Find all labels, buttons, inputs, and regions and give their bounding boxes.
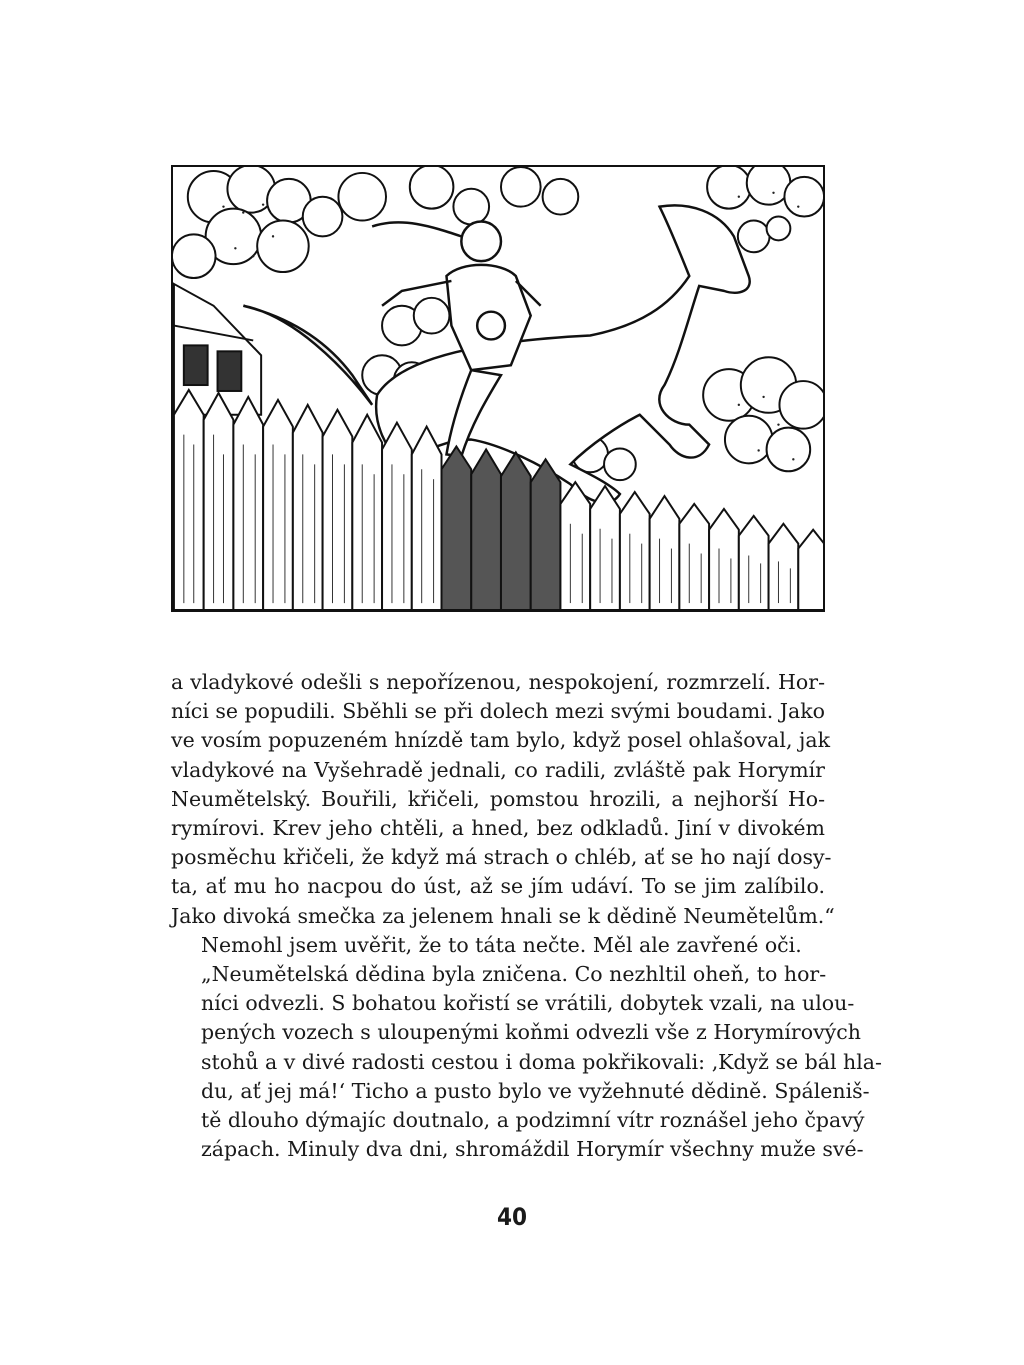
text-line: rymírovi. Krev jeho chtěli, a hned, bez odkladů. Jiní v divokém: [171, 816, 825, 841]
paragraph-1: [171, 668, 835, 931]
paragraph-3: [171, 960, 882, 1164]
text-line: „Neumětelská dědina byla zničena. Co nezhltil oheň, to hor-: [201, 962, 827, 987]
text-line: Jako divoká smečka za jelenem hnali se k dědině Neumětelům.“: [171, 903, 835, 928]
text-line: ve vosím popuzeném hnízdě tam bylo, když posel ohlašoval, jak: [171, 728, 830, 753]
text-line: níci se popudili. Sběhli se při dolech mezi svými boudami. Jako: [171, 699, 825, 724]
text-line: du, ať jej má!‘ Ticho a pusto bylo ve vyžehnuté dědině. Spáleniš-: [201, 1078, 870, 1103]
illustration-rider-on-horse: [171, 165, 825, 612]
text-line: vladykové na Vyšehradě jednali, co radili, zvláště pak Horymír: [171, 757, 825, 782]
text-line: posměchu křičeli, že když má strach o chléb, ať se ho nají dosy-: [171, 845, 832, 870]
page-number: 40: [496, 1203, 528, 1231]
text-line: Neumětelský. Bouřili, křičeli, pomstou hrozili, a nejhorší Ho-: [171, 786, 825, 811]
text-line: pených vozech s uloupenými koňmi odvezli vše z Horymírových: [201, 1020, 861, 1045]
text-line: zápach. Minuly dva dni, shromáždil Horymír všechny muže své-: [201, 1137, 864, 1162]
text-line: Nemohl jsem uvěřit, že to táta nečte. Měl ale zavřené oči.: [201, 932, 802, 957]
text-line: a vladykové odešli s nepořízenou, nespokojení, rozmrzelí. Hor-: [171, 670, 825, 694]
text-line: ta, ať mu ho nacpou do úst, až se jím udáví. To se jim zalíbilo.: [171, 874, 825, 899]
text-line: tě dlouho dýmajíc doutnalo, a podzimní vítr roznášel jeho čpavý: [201, 1108, 865, 1133]
text-line: stohů a v divé radosti cestou i doma pokřikovali: ‚Když se bál hla-: [201, 1049, 882, 1074]
illustration-drawing: [173, 167, 823, 610]
paragraph-2: [171, 931, 825, 960]
text-line: níci odvezli. S bohatou kořistí se vrátili, dobytek vzali, na ulou-: [201, 991, 855, 1016]
body-text: [171, 668, 882, 1164]
